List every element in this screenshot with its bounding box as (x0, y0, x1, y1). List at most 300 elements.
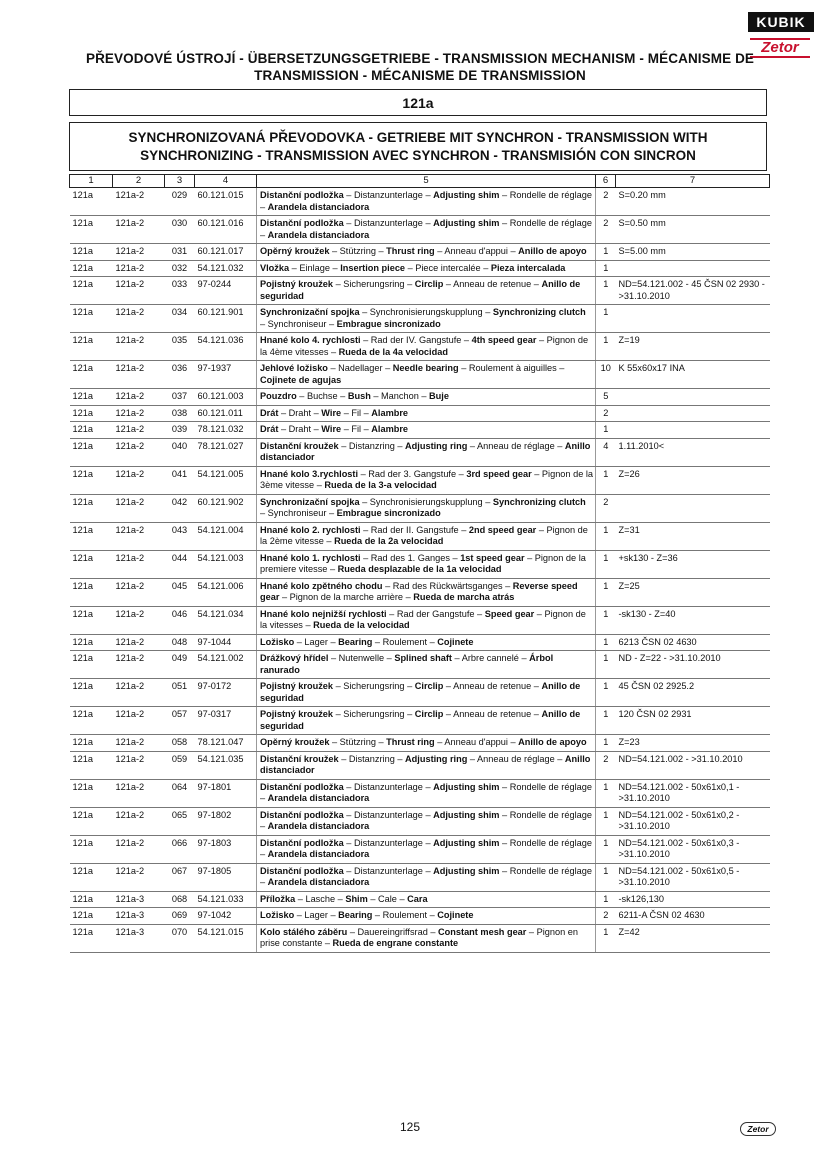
part-number-cell: 97-0244 (195, 277, 257, 305)
description-es: Anillo distanciador (260, 440, 591, 462)
table-row (70, 707, 770, 735)
note-cell: Z=25 (616, 578, 770, 606)
figure-cell: 121a-2 (113, 361, 165, 389)
position-cell: 057 (165, 707, 195, 735)
part-number-cell: 54.121.003 (195, 550, 257, 578)
position-cell: 046 (165, 606, 195, 634)
description-en: Speed gear (484, 608, 535, 619)
table-row (70, 863, 770, 891)
description-en: Adjusting shim (433, 837, 500, 848)
table-row (70, 578, 770, 606)
position-cell: 034 (165, 305, 195, 333)
note-cell: ND=54.121.002 - 50x61x0,3 - >31.10.2010 (616, 835, 770, 863)
table-row (70, 807, 770, 835)
description-cell: Drážkový hřídel – Nutenwelle – Splined shaft – Arbre cannelé – Árbol ranurado (257, 651, 596, 679)
section-subtitle-line1: SYNCHRONIZOVANÁ PŘEVODOVKA - GETRIEBE MIT SYNCHRON - TRANSMISSION WITH (128, 130, 708, 145)
description-fr: Rondelle de réglage (509, 190, 592, 200)
quantity-cell: 1 (596, 891, 616, 908)
note-cell: +sk130 - Z=36 (616, 550, 770, 578)
group-cell: 121a (70, 835, 113, 863)
description-cz: Jehlové ložisko (260, 363, 328, 373)
description-cz: Hnané kolo 2. rychlosti (260, 524, 361, 535)
description-es: Árbol ranurado (260, 653, 554, 675)
table-row (70, 651, 770, 679)
table-row (70, 277, 770, 305)
description-cz: Pojistný kroužek (260, 279, 334, 289)
description-cell: Jehlové ložisko – Nadellager – Needle bearing – Roulement à aiguilles – Cojinete de agujas (257, 361, 596, 389)
description-es: Rueda de la 2a velocidad (334, 536, 444, 546)
position-cell: 049 (165, 651, 195, 679)
description-es: Arandela distanciadora (267, 201, 370, 212)
description-cell: Hnané kolo nejnižší rychlosti – Rad der Gangstufe – Speed gear – Pignon de la vitesses – Rueda de la velocidad (257, 606, 596, 634)
description-fr: Anneau d'appui (444, 737, 508, 747)
group-cell: 121a (70, 807, 113, 835)
description-cz: Synchronizační spojka (260, 307, 360, 317)
description-cell: Distanční podložka – Distanzunterlage – Adjusting shim – Rondelle de réglage – Arandela distanciadora (257, 779, 596, 807)
description-es: Pieza intercalada (490, 262, 566, 273)
note-cell: Z=31 (616, 522, 770, 550)
quantity-cell: 2 (596, 908, 616, 925)
quantity-cell: 10 (596, 361, 616, 389)
description-cell: Příložka – Lasche – Shim – Cale – Cara (257, 891, 596, 908)
figure-cell: 121a-2 (113, 651, 165, 679)
quantity-cell: 1 (596, 606, 616, 634)
group-cell: 121a (70, 466, 113, 494)
quantity-cell: 1 (596, 779, 616, 807)
position-cell: 037 (165, 389, 195, 406)
quantity-cell: 5 (596, 389, 616, 406)
description-cell: Hnané kolo 2. rychlosti – Rad der II. Gangstufe – 2nd speed gear – Pignon de la 2ème vitesse – Rueda de la 2a velocidad (257, 522, 596, 550)
part-number-cell: 60.121.017 (195, 244, 257, 261)
section-subtitle-line2: SYNCHRONIZING - TRANSMISSION AVEC SYNCHRON - TRANSMISIÓN CON SINCRON (140, 148, 696, 163)
figure-cell: 121a-2 (113, 422, 165, 439)
quantity-cell: 2 (596, 188, 616, 216)
description-es: Embrague sincronizado (336, 508, 441, 518)
quantity-cell: 2 (596, 494, 616, 522)
position-cell: 035 (165, 333, 195, 361)
quantity-cell: 1 (596, 305, 616, 333)
description-es: Rueda de engrane constante (332, 938, 459, 948)
description-fr: Manchon (381, 391, 419, 401)
figure-cell: 121a-2 (113, 550, 165, 578)
position-cell: 059 (165, 751, 195, 779)
group-cell: 121a (70, 735, 113, 752)
page-title-line2: TRANSMISSION - MÉCANISME DE TRANSMISSION (254, 68, 586, 83)
description-fr: Synchroniseur (267, 508, 327, 518)
figure-cell: 121a-2 (113, 277, 165, 305)
description-fr: Pignon de la premiere vitesse (260, 552, 586, 574)
quantity-cell: 1 (596, 735, 616, 752)
note-cell: 1.11.2010< (616, 438, 770, 466)
description-en: Wire (321, 407, 342, 418)
table-row (70, 361, 770, 389)
description-cz: Pouzdro (260, 391, 297, 401)
figure-cell: 121a-2 (113, 438, 165, 466)
description-es: Cojinete de agujas (260, 374, 342, 385)
figure-cell: 121a-3 (113, 924, 165, 952)
description-fr: Pignon en prise constante (260, 926, 578, 948)
description-fr: Roulement à aiguilles (468, 363, 557, 373)
figure-cell: 121a-2 (113, 578, 165, 606)
description-fr: Rondelle de réglage (509, 837, 592, 848)
description-en: Bearing (338, 636, 373, 647)
description-de: Nadellager (338, 363, 383, 373)
quantity-cell: 1 (596, 550, 616, 578)
note-cell: K 55x60x17 INA (616, 361, 770, 389)
part-number-cell: 60.121.003 (195, 389, 257, 406)
description-de: Rad des Rückwärtsganges (392, 580, 503, 591)
note-cell: Z=23 (616, 735, 770, 752)
description-en: Insertion piece (340, 262, 406, 273)
description-en: Splined shaft (394, 653, 452, 663)
description-fr: Pignon de la vitesses (260, 608, 586, 630)
part-number-cell: 54.121.006 (195, 578, 257, 606)
group-cell: 121a (70, 389, 113, 406)
description-de: Distanzunterlage (353, 865, 423, 876)
description-es: Rueda de la velocidad (313, 620, 410, 630)
position-cell: 045 (165, 578, 195, 606)
quantity-cell: 1 (596, 707, 616, 735)
description-es: Embrague sincronizado (336, 318, 441, 329)
description-de: Distanzring (348, 753, 395, 764)
description-cz: Distanční podložka (260, 865, 344, 876)
description-cz: Distanční kroužek (260, 753, 339, 764)
description-cell: Hnané kolo 4. rychlosti – Rad der IV. Gangstufe – 4th speed gear – Pignon de la 4ème vitesses – Rueda de la 4a velocidad (257, 333, 596, 361)
description-cell: Distanční kroužek – Distanzring – Adjusting ring – Anneau de réglage – Anillo distanciador (257, 751, 596, 779)
description-en: 4th speed gear (471, 335, 537, 345)
description-en: Constant mesh gear (438, 926, 527, 937)
position-cell: 042 (165, 494, 195, 522)
parts-table-body (70, 188, 770, 953)
note-cell: -sk126,130 (616, 891, 770, 908)
position-cell: 029 (165, 188, 195, 216)
figure-cell: 121a-2 (113, 389, 165, 406)
description-de: Einlage (299, 262, 330, 273)
column-header: 4 (195, 175, 257, 188)
description-es: Cojinete (437, 636, 474, 647)
description-fr: Arbre cannelé (461, 653, 519, 663)
group-cell: 121a (70, 606, 113, 634)
description-de: Stützring (339, 246, 376, 256)
group-cell: 121a (70, 779, 113, 807)
page-number: 125 (399, 1120, 421, 1134)
note-cell (616, 405, 770, 422)
description-cell: Distanční podložka – Distanzunterlage – Adjusting shim – Rondelle de réglage – Arandela distanciadora (257, 216, 596, 244)
group-cell: 121a (70, 305, 113, 333)
figure-cell: 121a-3 (113, 908, 165, 925)
table-row (70, 891, 770, 908)
table-row (70, 924, 770, 952)
note-cell: S=0.20 mm (616, 188, 770, 216)
description-de: Distanzunterlage (353, 809, 423, 820)
description-cell: Drát – Draht – Wire – Fil – Alambre (257, 422, 596, 439)
description-de: Lager (304, 636, 328, 647)
figure-cell: 121a-2 (113, 835, 165, 863)
description-en: Thrust ring (386, 737, 435, 747)
position-cell: 031 (165, 244, 195, 261)
position-cell: 070 (165, 924, 195, 952)
quantity-cell: 1 (596, 835, 616, 863)
quantity-cell: 1 (596, 277, 616, 305)
part-number-cell: 54.121.033 (195, 891, 257, 908)
column-header: 7 (616, 175, 770, 188)
description-cz: Opěrný kroužek (260, 246, 330, 256)
figure-cell: 121a-2 (113, 863, 165, 891)
note-cell: 6213 ČSN 02 4630 (616, 634, 770, 651)
description-cell: Distanční podložka – Distanzunterlage – Adjusting shim – Rondelle de réglage – Arandela distanciadora (257, 188, 596, 216)
quantity-cell: 2 (596, 751, 616, 779)
description-cz: Distanční podložka (260, 781, 344, 792)
group-cell: 121a (70, 361, 113, 389)
description-de: Sicherungsring (343, 709, 405, 719)
position-cell: 058 (165, 735, 195, 752)
figure-cell: 121a-2 (113, 260, 165, 277)
group-cell: 121a (70, 244, 113, 261)
description-en: Reverse speed gear (260, 580, 578, 602)
description-cz: Drážkový hřídel (260, 653, 329, 663)
description-es: Arandela distanciadora (267, 821, 370, 831)
description-en: Adjusting shim (433, 865, 500, 876)
note-cell: Z=42 (616, 924, 770, 952)
note-cell: ND=54.121.002 - 45 ČSN 02 2930 - >31.10.2010 (616, 277, 770, 305)
description-es: Anillo de apoyo (518, 737, 587, 747)
position-cell: 043 (165, 522, 195, 550)
group-cell: 121a (70, 277, 113, 305)
part-number-cell: 97-1802 (195, 807, 257, 835)
description-es: Cojinete (437, 910, 474, 920)
part-number-cell: 97-1801 (195, 779, 257, 807)
description-en: 3rd speed gear (466, 468, 532, 479)
description-en: Bearing (338, 910, 373, 920)
description-fr: Fil (351, 424, 362, 434)
table-row (70, 550, 770, 578)
description-en: Adjusting ring (405, 440, 468, 451)
description-de: Synchronisierungskupplung (369, 307, 483, 317)
note-cell: Z=26 (616, 466, 770, 494)
part-number-cell: 60.121.015 (195, 188, 257, 216)
description-de: Distanzunterlage (353, 218, 423, 228)
column-header: 6 (596, 175, 616, 188)
description-en: Adjusting ring (405, 753, 468, 764)
group-cell: 121a (70, 707, 113, 735)
description-de: Lager (304, 910, 328, 920)
part-number-cell: 60.121.901 (195, 305, 257, 333)
note-cell: -sk130 - Z=40 (616, 606, 770, 634)
description-cell: Kolo stálého záběru – Dauereingriffsrad – Constant mesh gear – Pignon en prise constante – Rueda de engrane constante (257, 924, 596, 952)
description-fr: Rondelle de réglage (509, 809, 592, 820)
position-cell: 068 (165, 891, 195, 908)
description-fr: Pignon de la 4ème vitesses (260, 335, 589, 357)
position-cell: 064 (165, 779, 195, 807)
note-cell (616, 305, 770, 333)
column-header: 5 (257, 175, 596, 188)
part-number-cell: 60.121.902 (195, 494, 257, 522)
position-cell: 033 (165, 277, 195, 305)
group-cell: 121a (70, 924, 113, 952)
column-header: 1 (70, 175, 113, 188)
description-en: Wire (321, 424, 342, 434)
group-cell: 121a (70, 550, 113, 578)
figure-cell: 121a-2 (113, 606, 165, 634)
description-cell: Hnané kolo 3.rychlosti – Rad der 3. Gangstufe – 3rd speed gear – Pignon de la 3ème vitesse – Rueda de la 3-a velocidad (257, 466, 596, 494)
note-cell (616, 389, 770, 406)
quantity-cell: 1 (596, 522, 616, 550)
quantity-cell: 1 (596, 244, 616, 261)
table-row (70, 244, 770, 261)
description-cz: Hnané kolo nejnižší rychlosti (260, 608, 387, 619)
figure-cell: 121a-2 (113, 405, 165, 422)
figure-cell: 121a-2 (113, 751, 165, 779)
group-cell: 121a (70, 651, 113, 679)
group-cell: 121a (70, 188, 113, 216)
description-es: Anillo de seguridad (260, 279, 581, 301)
page-title (70, 50, 770, 84)
note-cell (616, 260, 770, 277)
figure-cell: 121a-2 (113, 522, 165, 550)
quantity-cell: 1 (596, 679, 616, 707)
description-cz: Hnané kolo 4. rychlosti (260, 335, 361, 345)
description-cell: Synchronizační spojka – Synchronisierungskupplung – Synchronizing clutch – Synchroniseur – Embrague sincronizado (257, 494, 596, 522)
description-en: Circlip (414, 681, 444, 691)
description-cz: Hnané kolo zpětného chodu (260, 580, 383, 591)
table-row (70, 305, 770, 333)
part-number-cell: 60.121.011 (195, 405, 257, 422)
figure-cell: 121a-3 (113, 891, 165, 908)
quantity-cell: 1 (596, 333, 616, 361)
description-fr: Synchroniseur (267, 318, 327, 329)
quantity-cell: 2 (596, 216, 616, 244)
group-cell: 121a (70, 405, 113, 422)
description-es: Anillo distanciador (260, 753, 591, 775)
position-cell: 040 (165, 438, 195, 466)
quantity-cell: 1 (596, 422, 616, 439)
description-cz: Hnané kolo 3.rychlosti (260, 468, 359, 479)
figure-cell: 121a-2 (113, 679, 165, 707)
description-de: Sicherungsring (343, 279, 405, 289)
quantity-cell: 1 (596, 578, 616, 606)
description-en: 1st speed gear (460, 552, 525, 563)
position-cell: 066 (165, 835, 195, 863)
quantity-cell: 1 (596, 466, 616, 494)
description-de: Rad der IV. Gangstufe (370, 335, 462, 345)
description-cell: Distanční podložka – Distanzunterlage – Adjusting shim – Rondelle de réglage – Arandela distanciadora (257, 835, 596, 863)
description-cz: Pojistný kroužek (260, 681, 334, 691)
group-cell: 121a (70, 522, 113, 550)
table-row (70, 908, 770, 925)
description-en: Shim (345, 893, 368, 904)
part-number-cell: 97-0172 (195, 679, 257, 707)
description-cell: Pojistný kroužek – Sicherungsring – Circlip – Anneau de retenue – Anillo de seguridad (257, 277, 596, 305)
description-fr: Pignon de la 3ème vitesse (260, 468, 594, 490)
description-fr: Piece intercalée (415, 262, 481, 273)
quantity-cell: 1 (596, 807, 616, 835)
description-cell: Pojistný kroužek – Sicherungsring – Circlip – Anneau de retenue – Anillo de seguridad (257, 707, 596, 735)
description-fr: Anneau de retenue (453, 709, 532, 719)
part-number-cell: 78.121.047 (195, 735, 257, 752)
section-subtitle (69, 122, 767, 171)
note-cell (616, 422, 770, 439)
description-cell: Pouzdro – Buchse – Bush – Manchon – Buje (257, 389, 596, 406)
description-fr: Fil (351, 407, 362, 418)
description-cell: Distanční podložka – Distanzunterlage – Adjusting shim – Rondelle de réglage – Arandela distanciadora (257, 807, 596, 835)
note-cell: S=0.50 mm (616, 216, 770, 244)
part-number-cell: 97-1805 (195, 863, 257, 891)
table-row (70, 522, 770, 550)
position-cell: 030 (165, 216, 195, 244)
column-header: 2 (113, 175, 165, 188)
description-es: Arandela distanciadora (267, 229, 370, 240)
part-number-cell: 97-0317 (195, 707, 257, 735)
description-en: Adjusting shim (433, 781, 500, 792)
description-cell: Vložka – Einlage – Insertion piece – Piece intercalée – Pieza intercalada (257, 260, 596, 277)
description-de: Lasche (305, 893, 336, 904)
description-en: Synchronizing clutch (492, 496, 586, 507)
position-cell: 067 (165, 863, 195, 891)
description-es: Alambre (371, 424, 409, 434)
quantity-cell: 1 (596, 924, 616, 952)
group-cell: 121a (70, 494, 113, 522)
description-cell: Opěrný kroužek – Stützring – Thrust ring – Anneau d'appui – Anillo de apoyo (257, 244, 596, 261)
description-cz: Příložka (260, 893, 296, 904)
description-cell: Distanční podložka – Distanzunterlage – Adjusting shim – Rondelle de réglage – Arandela distanciadora (257, 863, 596, 891)
group-cell: 121a (70, 260, 113, 277)
description-de: Dauereingriffsrad (357, 926, 428, 937)
note-cell: ND=54.121.002 - 50x61x0,5 - >31.10.2010 (616, 863, 770, 891)
description-cell: Ložisko – Lager – Bearing – Roulement – Cojinete (257, 634, 596, 651)
note-cell: ND - Z=22 - >31.10.2010 (616, 651, 770, 679)
group-cell: 121a (70, 891, 113, 908)
group-cell: 121a (70, 578, 113, 606)
description-de: Distanzring (348, 440, 395, 451)
description-en: Thrust ring (386, 246, 435, 256)
figure-cell: 121a-2 (113, 634, 165, 651)
part-number-cell: 78.121.032 (195, 422, 257, 439)
quantity-cell: 1 (596, 651, 616, 679)
description-cell: Hnané kolo zpětného chodu – Rad des Rückwärtsganges – Reverse speed gear – Pignon de la marche arrière – Rueda de marcha atrás (257, 578, 596, 606)
description-cz: Drát (260, 407, 279, 418)
table-row (70, 333, 770, 361)
part-number-cell: 54.121.032 (195, 260, 257, 277)
note-cell: 45 ČSN 02 2925.2 (616, 679, 770, 707)
description-en: Bush (347, 391, 371, 401)
table-row (70, 606, 770, 634)
page-title-line1: PŘEVODOVÉ ÚSTROJÍ - ÜBERSETZUNGSGETRIEBE - TRANSMISSION MECHANISM - MÉCANISME DE (85, 51, 755, 66)
description-de: Distanzunterlage (353, 190, 423, 200)
group-cell: 121a (70, 333, 113, 361)
note-cell: ND=54.121.002 - >31.10.2010 (616, 751, 770, 779)
description-cz: Vložka (260, 262, 290, 273)
description-es: Anillo de apoyo (518, 246, 587, 256)
description-cz: Distanční podložka (260, 837, 344, 848)
description-de: Draht (288, 407, 312, 418)
note-cell: Z=19 (616, 333, 770, 361)
description-cz: Opěrný kroužek (260, 737, 330, 747)
position-cell: 051 (165, 679, 195, 707)
position-cell: 069 (165, 908, 195, 925)
part-number-cell: 54.121.005 (195, 466, 257, 494)
note-cell (616, 494, 770, 522)
group-cell: 121a (70, 216, 113, 244)
description-cell: Drát – Draht – Wire – Fil – Alambre (257, 405, 596, 422)
figure-cell: 121a-2 (113, 244, 165, 261)
description-cz: Synchronizační spojka (260, 496, 360, 507)
figure-cell: 121a-2 (113, 494, 165, 522)
position-cell: 032 (165, 260, 195, 277)
description-es: Anillo de seguridad (260, 709, 581, 731)
position-cell: 039 (165, 422, 195, 439)
figure-cell: 121a-2 (113, 779, 165, 807)
figure-cell: 121a-2 (113, 216, 165, 244)
